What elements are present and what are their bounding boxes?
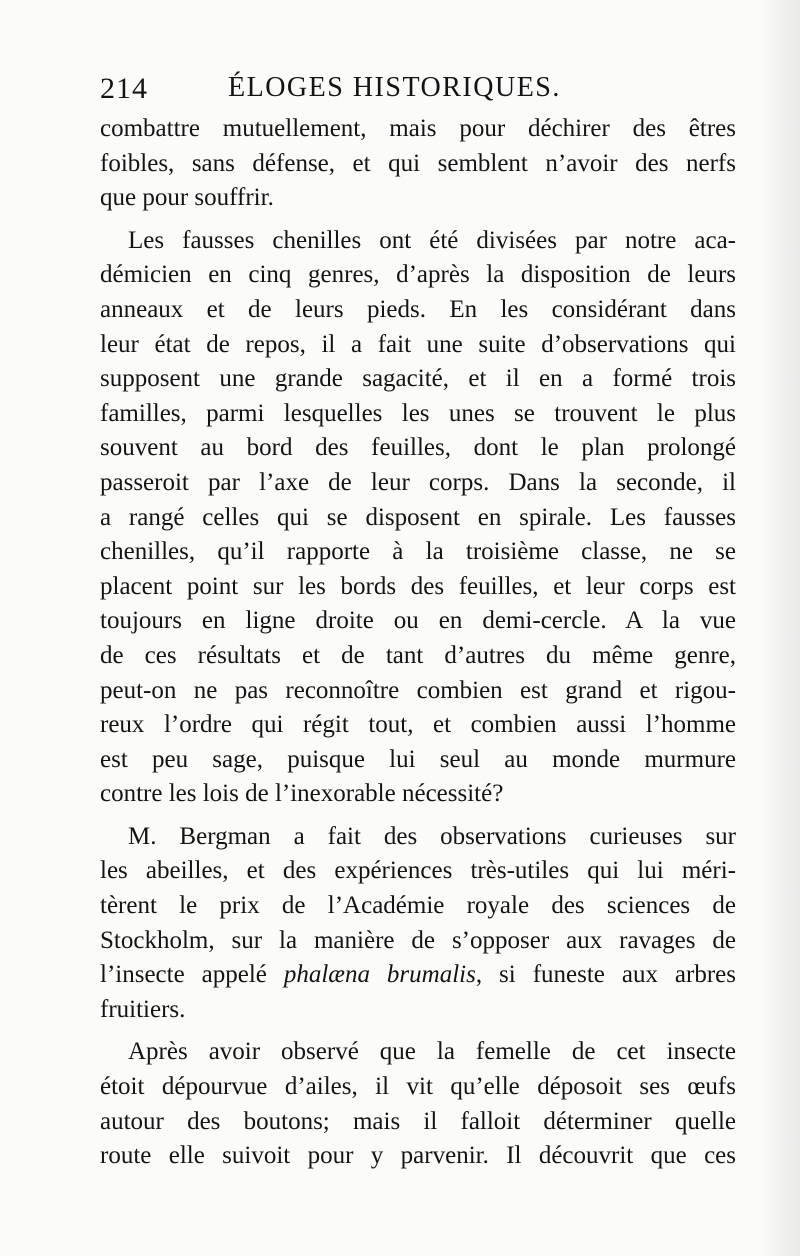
text-line: tèrent le prix de l’Académie royale des sciences de xyxy=(100,892,736,920)
text-line: passeroit par l’axe de leur corps. Dans la seconde, il xyxy=(100,468,736,496)
text-line: supposent une grande sagacité, et il en a formé trois xyxy=(100,365,736,393)
text-line: M. Bergman a fait des observations curieuses sur xyxy=(128,822,736,850)
text-line: les abeilles, et des expériences très-utiles qui lui méri- xyxy=(100,857,736,885)
species-name-italic: phalæna brumalis xyxy=(283,961,476,989)
body-text xyxy=(100,112,736,1174)
text-line: route elle suivoit pour y parvenir. Il découvrit que ces xyxy=(100,1142,736,1170)
text-line: combattre mutuellement, mais pour déchirer des êtres xyxy=(100,115,736,142)
text-line: souvent au bord des feuilles, dont le plan prolongé xyxy=(100,434,736,462)
text-line: fruitiers. xyxy=(100,995,186,1023)
text-line: démicien en cinq genres, d’après la disposition de leurs xyxy=(100,261,736,289)
text-segment: l’insecte appelé xyxy=(100,961,284,989)
text-line: foibles, sans défense, et qui semblent n’avoir des nerfs xyxy=(100,149,736,177)
text-line: a rangé celles qui se disposent en spirale. Les fausses xyxy=(100,503,736,531)
page-edge-shadow xyxy=(760,0,800,1256)
text-line: Stockholm, sur la manière de s’opposer aux ravages de xyxy=(100,926,736,954)
running-title: ÉLOGES HISTORIQUES. xyxy=(228,72,561,103)
text-line: leur état de repos, il a fait une suite d’observations qui xyxy=(100,330,736,358)
text-line: que pour souffrir. xyxy=(100,184,274,212)
text-line: familles, parmi lesquelles les unes se trouvent le plus xyxy=(100,399,736,427)
text-line: de ces résultats et de tant d’autres du même genre, xyxy=(100,641,736,669)
text-segment: , si funeste aux arbres xyxy=(475,961,736,989)
text-line: est peu sage, puisque lui seul au monde murmure xyxy=(100,745,736,773)
text-line: peut-on ne pas reconnoître combien est grand et rigou- xyxy=(100,676,736,704)
text-line: chenilles, qu’il rapporte à la troisième classe, ne se xyxy=(100,538,736,566)
text-line: reux l’ordre qui régit tout, et combien aussi l’homme xyxy=(100,711,736,739)
running-header xyxy=(100,72,640,112)
text-line: Les fausses chenilles ont été divisées par notre aca- xyxy=(128,226,736,254)
text-line: étoit dépourvue d’ailes, il vit qu’elle déposoit ses œufs xyxy=(100,1073,736,1101)
text-line: autour des boutons; mais il falloit déterminer quelle xyxy=(100,1107,736,1135)
page-number: 214 xyxy=(100,72,148,105)
text-line-with-italic xyxy=(100,958,736,993)
text-line: placent point sur les bords des feuilles, et leur corps est xyxy=(100,572,736,600)
text-line: contre les lois de l’inexorable nécessité? xyxy=(100,780,504,808)
text-line: anneaux et de leurs pieds. En les considérant dans xyxy=(100,295,736,323)
text-line: Après avoir observé que la femelle de cet insecte xyxy=(128,1038,736,1066)
text-line: toujours en ligne droite ou en demi-cercle. A la vue xyxy=(100,607,736,635)
